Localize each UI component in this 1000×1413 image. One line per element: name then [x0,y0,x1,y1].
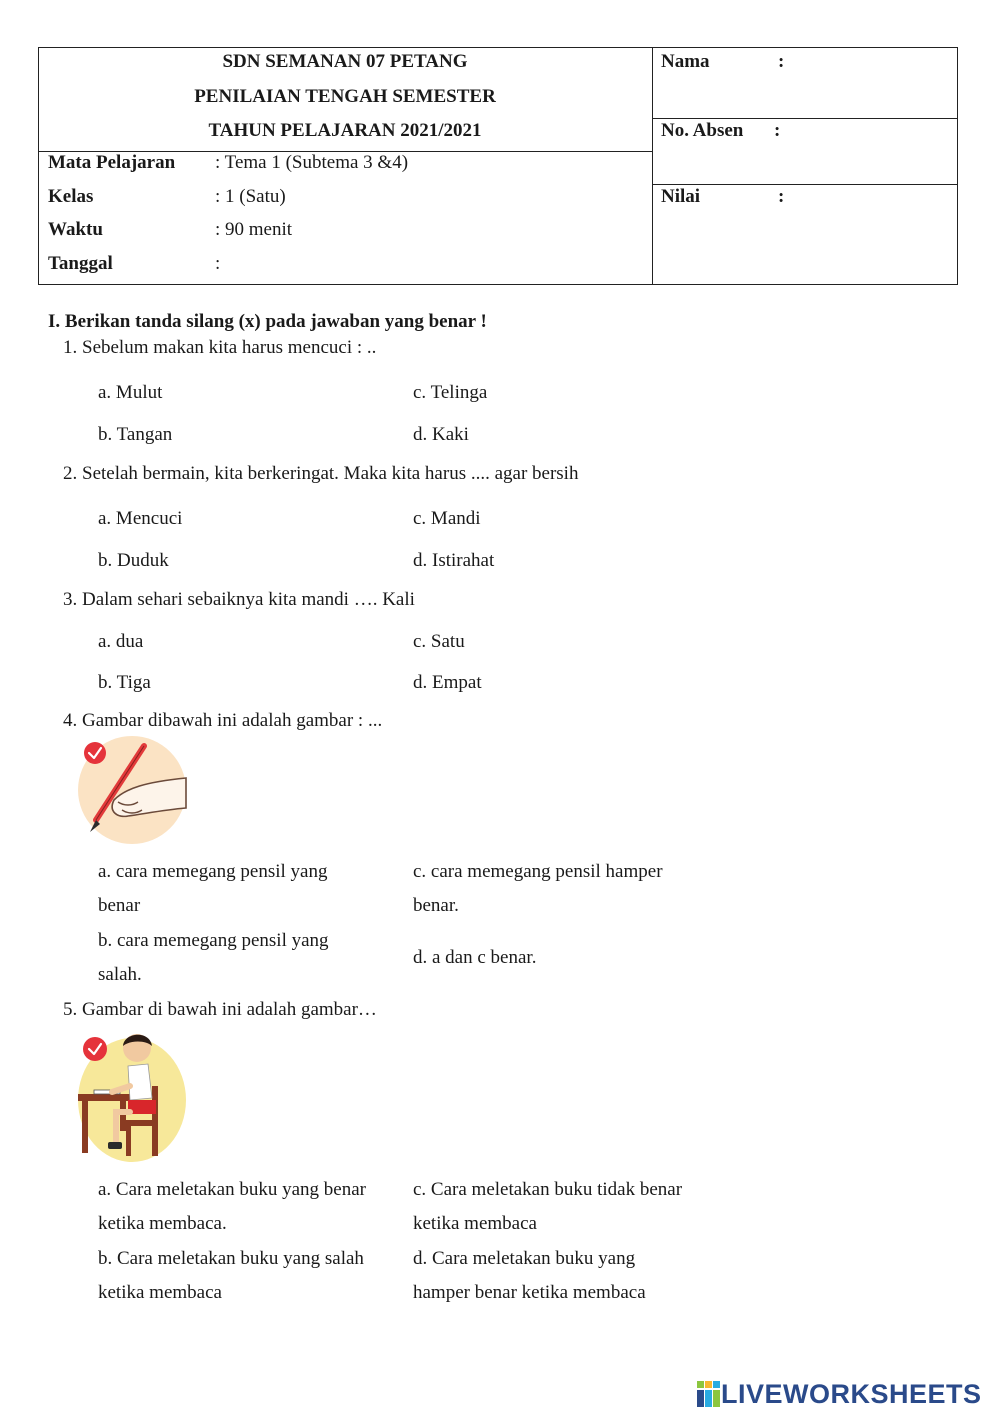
q5-option-c-cont[interactable]: ketika membaca [413,1213,537,1234]
subject-label: Mata Pelajaran [48,152,176,173]
header-table [38,47,958,285]
school-year: TAHUN PELAJARAN 2021/2021 [208,120,482,141]
class-value: : 1 (Satu) [215,186,286,207]
q1-option-d[interactable]: d. Kaki [413,424,469,445]
subject-value: : Tema 1 (Subtema 3 &4) [215,152,409,173]
q4-option-a-cont[interactable]: benar [98,895,141,916]
column-divider [652,48,653,285]
q2-option-d[interactable]: d. Istirahat [413,550,495,571]
q2-option-a[interactable]: a. Mencuci [98,508,183,529]
question-3: 3. Dalam sehari sebaiknya kita mandi …. Kali [63,589,415,610]
liveworksheets-mark-icon [697,1381,721,1407]
question-5: 5. Gambar di bawah ini adalah gambar… [63,999,377,1020]
row-divider [652,118,958,119]
school-name: SDN SEMANAN 07 PETANG [222,51,468,72]
q3-option-b[interactable]: b. Tiga [98,672,151,693]
pencil-hand-illustration [74,736,190,846]
q5-option-d-cont[interactable]: hamper benar ketika membaca [413,1282,646,1303]
q1-option-b[interactable]: b. Tangan [98,424,173,445]
question-1: 1. Sebelum makan kita harus mencuci : .. [63,337,377,358]
question-4: 4. Gambar dibawah ini adalah gambar : ... [63,710,383,731]
q4-option-c-cont[interactable]: benar. [413,895,459,916]
q1-option-c[interactable]: c. Telinga [413,382,488,403]
exam-title: PENILAIAN TENGAH SEMESTER [194,86,496,107]
q4-option-d[interactable]: d. a dan c benar. [413,947,537,968]
q3-option-a[interactable]: a. dua [98,631,144,652]
q3-option-c[interactable]: c. Satu [413,631,465,652]
q3-option-d[interactable]: d. Empat [413,672,482,693]
q2-option-b[interactable]: b. Duduk [98,550,169,571]
date-value: : [215,253,221,274]
q5-option-c[interactable]: c. Cara meletakan buku tidak benar [413,1179,683,1200]
q5-option-b[interactable]: b. Cara meletakan buku yang salah [98,1248,364,1269]
name-colon: : [778,51,785,72]
name-label: Nama [661,51,710,72]
absen-label: No. Absen [661,120,744,141]
section-title: I. Berikan tanda silang (x) pada jawaban yang benar ! [48,311,487,332]
row-divider [652,184,958,185]
q5-option-a-cont[interactable]: ketika membaca. [98,1213,227,1234]
q5-option-b-cont[interactable]: ketika membaca [98,1282,222,1303]
q5-option-d[interactable]: d. Cara meletakan buku yang [413,1248,636,1269]
liveworksheets-logo [697,1379,982,1409]
brand-text: LIVEWORKSHEETS [721,1378,982,1409]
class-label: Kelas [48,186,94,207]
time-label: Waktu [48,219,103,240]
score-colon: : [778,186,785,207]
absen-colon: : [774,120,781,141]
q4-option-b[interactable]: b. cara memegang pensil yang [98,930,329,951]
q5-option-a[interactable]: a. Cara meletakan buku yang benar [98,1179,366,1200]
q4-option-c[interactable]: c. cara memegang pensil hamper [413,861,663,882]
question-2: 2. Setelah bermain, kita berkeringat. Maka kita harus .... agar bersih [63,463,579,484]
score-label: Nilai [661,186,701,207]
q1-option-a[interactable]: a. Mulut [98,382,163,403]
q2-option-c[interactable]: c. Mandi [413,508,481,529]
time-value: : 90 menit [215,219,293,240]
date-label: Tanggal [48,253,113,274]
reading-child-illustration [74,1026,190,1164]
q4-option-a[interactable]: a. cara memegang pensil yang [98,861,328,882]
q4-option-b-cont[interactable]: salah. [98,964,142,985]
